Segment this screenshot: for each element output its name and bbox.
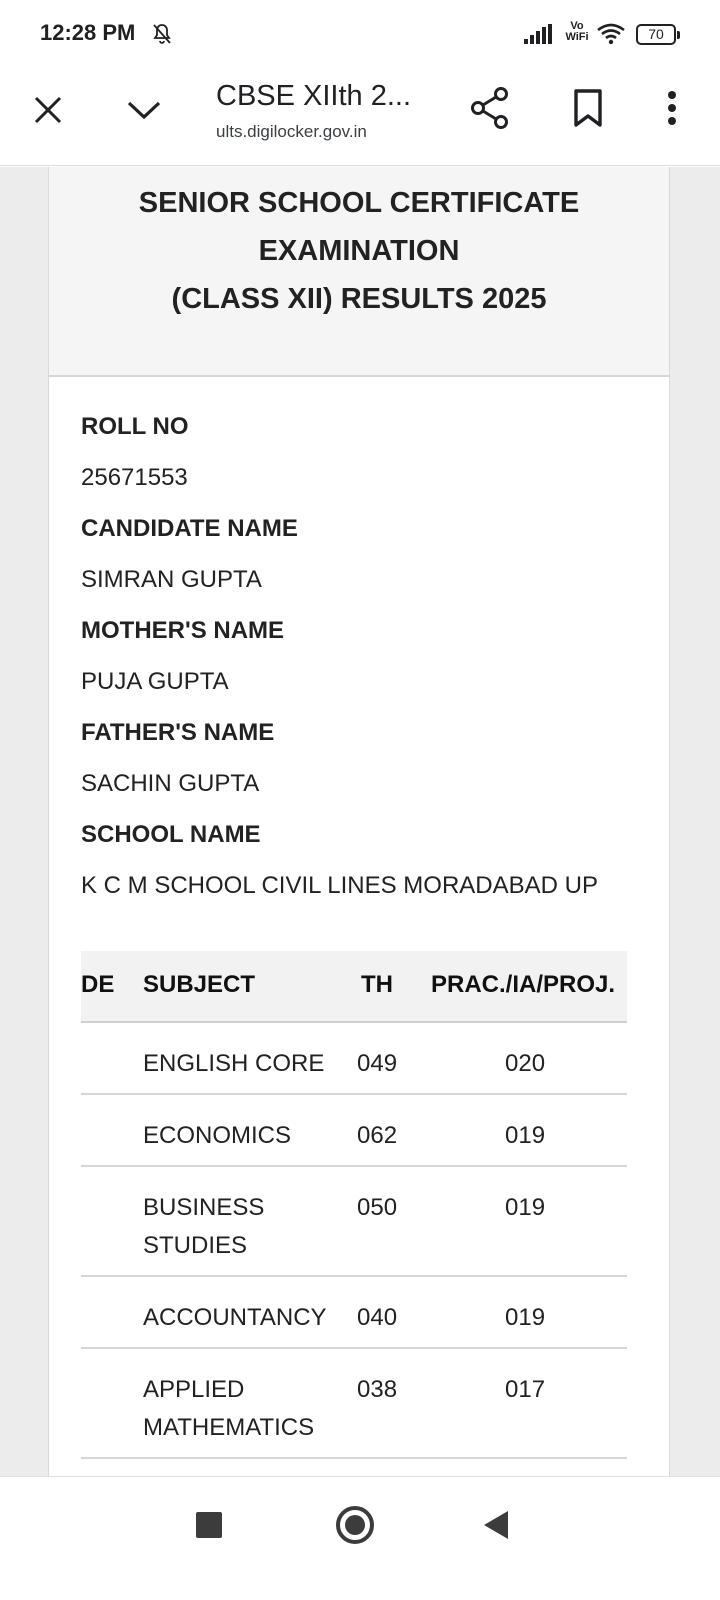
home-icon[interactable]	[336, 1506, 374, 1544]
subject-line-1: ECONOMICS	[143, 1122, 292, 1149]
prac-cell: 019	[505, 1194, 546, 1221]
school-name-label: SCHOOL NAME	[81, 821, 261, 848]
th-cell: 049	[357, 1050, 398, 1077]
candidate-name-label: CANDIDATE NAME	[81, 515, 298, 542]
share-icon[interactable]	[466, 84, 514, 132]
table-row	[81, 1349, 627, 1459]
table-row	[81, 1023, 627, 1095]
back-icon[interactable]	[484, 1511, 508, 1539]
header-line-2: EXAMINATION	[258, 235, 460, 267]
mother-name-label: MOTHER'S NAME	[81, 617, 285, 644]
mother-name-value: PUJA GUPTA	[81, 668, 229, 695]
table-header	[81, 951, 627, 1023]
status-time: 12:28 PM	[40, 20, 136, 45]
chevron-down-icon[interactable]	[120, 86, 168, 134]
vowifi-top: Vo	[570, 20, 584, 32]
battery-indicator: 70	[636, 24, 676, 45]
school-name-value: K C M SCHOOL CIVIL LINES MORADABAD UP	[81, 872, 598, 899]
results-table	[81, 951, 627, 1459]
subject-cell	[143, 1045, 343, 1083]
prac-cell: 020	[505, 1050, 546, 1077]
subject-line-2: STUDIES	[143, 1232, 248, 1259]
th-cell: 040	[357, 1304, 398, 1331]
header-line-1: SENIOR SCHOOL CERTIFICATE	[138, 187, 580, 219]
header-prac: PRAC./IA/PROJ.	[431, 971, 616, 998]
header-line-3: (CLASS XII) RESULTS 2025	[171, 283, 547, 315]
subject-cell	[143, 1371, 343, 1447]
table-row	[81, 1277, 627, 1349]
prac-cell: 019	[505, 1122, 546, 1149]
header-th: TH	[361, 971, 393, 998]
subject-line-1: APPLIED	[143, 1376, 245, 1403]
page-title[interactable]: CBSE XIIth 2...	[216, 80, 412, 112]
father-name-label: FATHER'S NAME	[81, 719, 275, 746]
result-header	[49, 167, 669, 377]
vowifi-indicator	[562, 21, 592, 43]
subject-cell	[143, 1117, 343, 1155]
father-name-value: SACHIN GUPTA	[81, 770, 260, 797]
subject-line-2: MATHEMATICS	[143, 1414, 315, 1441]
vowifi-bottom: WiFi	[565, 31, 589, 43]
bell-off-icon	[150, 22, 174, 46]
cell-signal-icon	[524, 24, 554, 44]
subject-line-1: ENGLISH CORE	[143, 1050, 325, 1077]
prac-cell: 019	[505, 1304, 546, 1331]
subject-line-1: ACCOUNTANCY	[143, 1304, 327, 1331]
close-icon[interactable]	[24, 86, 72, 134]
subject-cell	[143, 1189, 343, 1265]
web-page[interactable]	[0, 167, 720, 1503]
status-bar	[0, 0, 720, 66]
header-subject: SUBJECT	[143, 971, 256, 998]
th-cell: 038	[357, 1376, 398, 1403]
wifi-icon	[596, 22, 626, 46]
roll-no-value: 25671553	[81, 464, 188, 491]
th-cell: 062	[357, 1122, 398, 1149]
table-row	[81, 1095, 627, 1167]
more-vert-icon[interactable]	[648, 84, 696, 132]
browser-toolbar	[0, 66, 720, 166]
subject-cell	[143, 1299, 343, 1337]
table-row	[81, 1167, 627, 1277]
result-card	[48, 167, 670, 1503]
subject-line-1: BUSINESS	[143, 1194, 265, 1221]
header-code: DE	[81, 971, 115, 998]
prac-cell: 017	[505, 1376, 546, 1403]
recents-icon[interactable]	[196, 1512, 222, 1538]
candidate-name-value: SIMRAN GUPTA	[81, 566, 262, 593]
bookmark-icon[interactable]	[564, 84, 612, 132]
system-nav-bar	[0, 1476, 720, 1600]
th-cell: 050	[357, 1194, 398, 1221]
page-url[interactable]: ults.digilocker.gov.in	[216, 122, 367, 141]
candidate-info	[81, 407, 641, 917]
roll-no-label: ROLL NO	[81, 413, 189, 440]
